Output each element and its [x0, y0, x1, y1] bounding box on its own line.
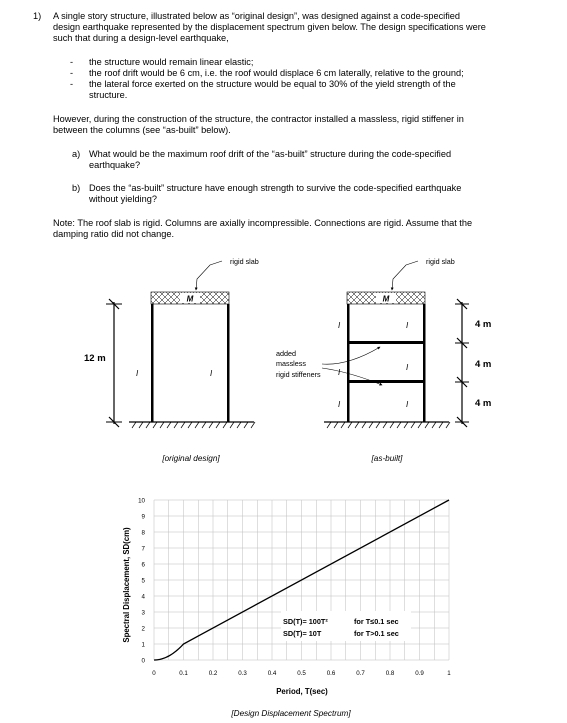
y-tick-label: 10 [138, 497, 145, 505]
x-tick-label: 0.7 [356, 670, 365, 677]
x-tick-label: 1 [447, 670, 451, 677]
column-i-label: I [210, 369, 213, 378]
x-tick-label: 0.1 [179, 670, 188, 677]
y-tick-label: 5 [141, 577, 145, 585]
rigid-slab-label: rigid slab [230, 257, 259, 266]
list-item [70, 79, 530, 101]
question-line: earthquake? [89, 160, 141, 170]
stiffener-lower [347, 380, 425, 383]
spectrum-chart [0, 490, 567, 723]
x-tick-label: 0.8 [385, 670, 395, 677]
caption-original: [original design] [162, 454, 220, 463]
chart-caption: [Design Displacement Spectrum] [231, 709, 351, 718]
note-paragraph [53, 218, 523, 240]
paragraph-line: However, during the construction of the structure, the contractor installed a massless, rigid stiffener in [53, 114, 464, 124]
however-paragraph [53, 114, 523, 136]
bullet-text: structure. [89, 90, 128, 100]
y-tick-labels [138, 498, 145, 665]
slab-leader [196, 261, 222, 290]
annotation-condition: for T>0.1 sec [354, 629, 399, 638]
y-tick-label: 7 [141, 545, 145, 553]
bullet-dash: - [70, 79, 74, 89]
x-tick-label: 0.5 [297, 670, 306, 677]
added-label: added [276, 349, 296, 358]
problem-number: 1) [33, 11, 42, 21]
x-tick-label: 0.4 [267, 670, 277, 677]
stiffener-upper [347, 341, 425, 344]
y-tick-label: 3 [141, 609, 145, 617]
column-i-label: I [136, 369, 139, 378]
rigid-slab-label: rigid slab [426, 257, 455, 266]
ground-hatch [327, 422, 450, 428]
story-height-label: 4 m [475, 319, 492, 330]
y-tick-label: 4 [141, 593, 145, 601]
intro-line: such that during a design-level earthquake, [53, 33, 229, 43]
ground-hatch [132, 422, 255, 428]
x-tick-label: 0 [152, 670, 156, 677]
asbuilt-frame [276, 257, 491, 428]
column-i-label: I [406, 321, 409, 330]
added-label: massless [276, 359, 306, 368]
stiffener-leader-upper [322, 347, 380, 364]
bullet-list [70, 57, 530, 101]
question-line: without yielding? [89, 194, 157, 204]
column-right [227, 304, 230, 422]
question-line: Does the “as-built” structure have enough strength to survive the code-specified earthquake [89, 183, 462, 193]
story-height-label: 4 m [475, 398, 492, 409]
column-i-label: I [338, 321, 341, 330]
column-right [423, 304, 426, 422]
x-tick-label: 0.3 [238, 670, 247, 677]
bullet-text: the structure would remain linear elastic; [89, 57, 254, 67]
added-label: rigid stiffeners [276, 370, 321, 379]
question-label: a) [72, 149, 81, 159]
column-i-label: I [406, 363, 409, 372]
y-tick-label: 0 [141, 657, 145, 665]
column-i-label: I [338, 400, 341, 409]
annotation-condition: for T≤0.1 sec [354, 617, 399, 626]
bullet-dash: - [70, 57, 74, 67]
intro-line: A single story structure, illustrated below as “original design”, was designed against a code-specified [53, 11, 461, 21]
story-height-label: 4 m [475, 359, 492, 370]
column-left [347, 304, 350, 422]
y-tick-label: 2 [141, 625, 145, 633]
structure-figure [0, 250, 567, 475]
y-tick-label: 8 [141, 529, 145, 537]
column-left [151, 304, 154, 422]
height-total-label: 12 m [84, 353, 106, 364]
y-tick-label: 9 [141, 513, 145, 521]
original-frame [84, 257, 259, 428]
caption-asbuilt: [as-built] [371, 454, 403, 463]
annotation-formula: SD(T)= 100T² [283, 617, 328, 626]
intro-line: design earthquake represented by the displacement spectrum given below. The design specifications were [53, 22, 486, 32]
column-i-label: I [406, 400, 409, 409]
paragraph-line: damping ratio did not change. [53, 229, 175, 239]
mass-label: M [186, 294, 194, 304]
x-tick-label: 0.9 [415, 670, 424, 677]
y-axis-label: Spectral Displacement, SD(cm) [122, 527, 131, 643]
y-tick-label: 1 [141, 641, 145, 649]
mass-label: M [382, 294, 390, 304]
paragraph-line: between the columns (see “as-built” below). [53, 125, 231, 135]
x-tick-labels [152, 670, 451, 677]
paragraph-line: Note: The roof slab is rigid. Columns are axially incompressible. Connections are rigid. Assume that the [53, 218, 473, 228]
y-tick-label: 6 [141, 561, 145, 569]
bullet-text: the roof drift would be 6 cm, i.e. the roof would displace 6 cm laterally, relative to the ground; [89, 68, 464, 78]
slab-leader [392, 261, 418, 290]
bullet-text: the lateral force exerted on the structure would be equal to 30% of the yield strength of the [89, 79, 456, 89]
x-axis-label: Period, T(sec) [276, 687, 328, 696]
list-item [70, 68, 530, 79]
problem-intro [53, 11, 523, 44]
column-i-label: I [338, 368, 341, 377]
question-line: What would be the maximum roof drift of the “as-built” structure during the code-specified [89, 149, 452, 159]
question-label: b) [72, 183, 81, 193]
bullet-dash: - [70, 68, 74, 78]
x-tick-label: 0.2 [208, 670, 218, 677]
x-tick-label: 0.6 [326, 670, 336, 677]
annotation-formula: SD(T)= 10T [283, 629, 322, 638]
list-item [70, 57, 530, 68]
